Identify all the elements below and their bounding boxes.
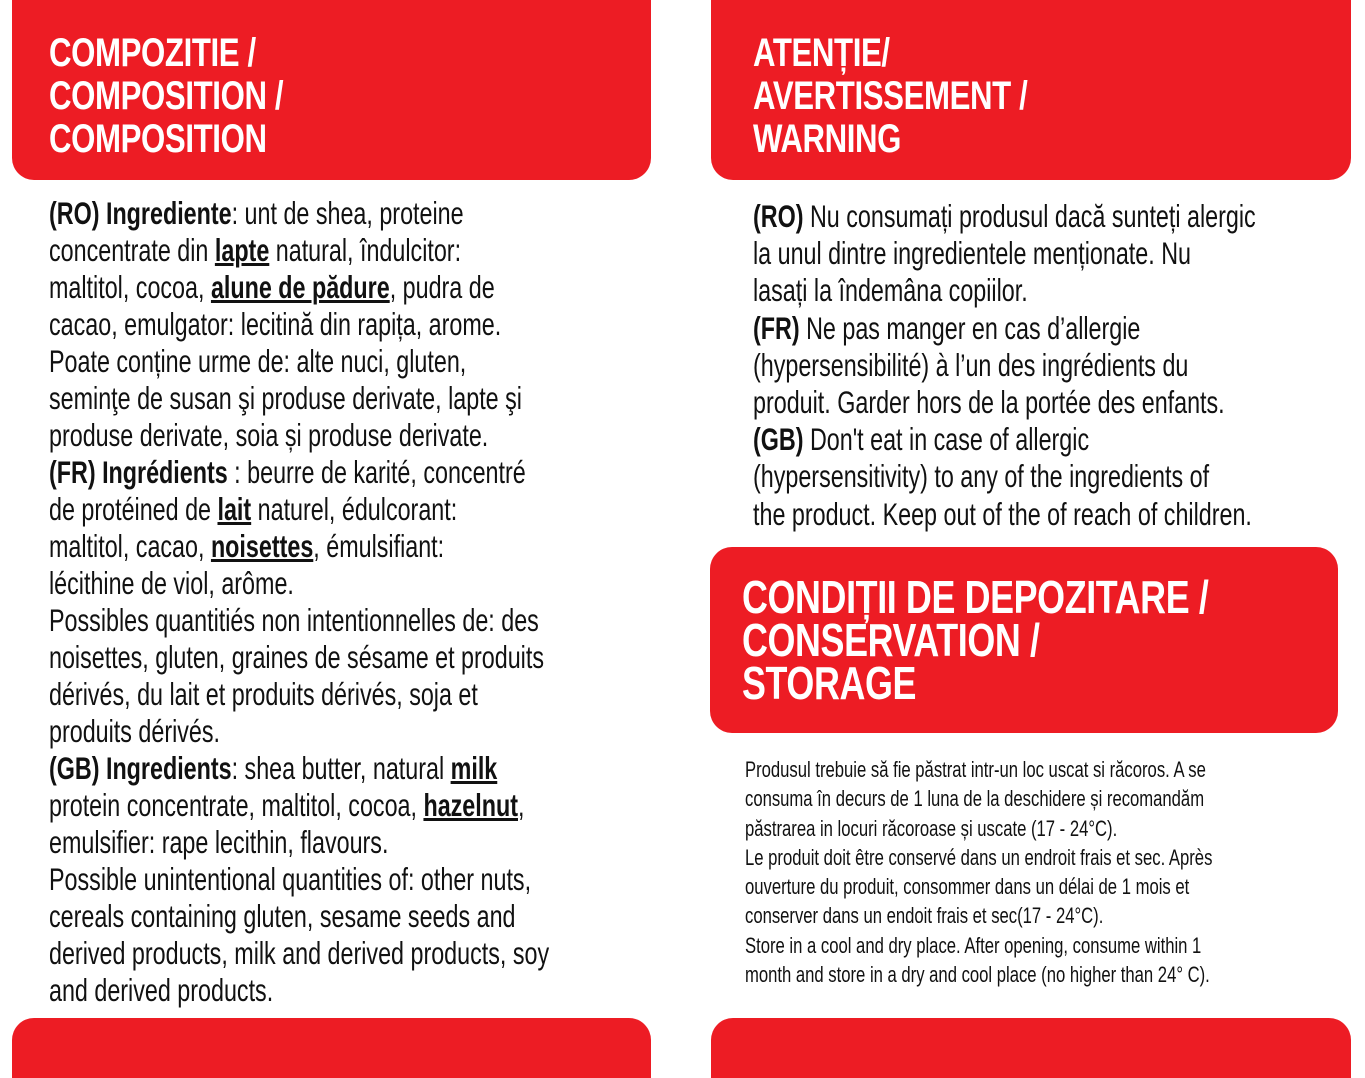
text-segment: (hypersensitivity) to any of the ingredients of [753,458,1210,495]
warning-title-line: ATENȚIE/ [753,31,890,75]
allergen-hazelnut-ro: alune de pădure [210,269,390,305]
lang-label-fr: (FR) Ingrédients [49,454,228,490]
text-segment: the product. Keep out of the of reach of children. [753,495,1252,532]
text-segment: and derived products. [49,972,274,1008]
allergen-milk-gb: milk [450,750,498,786]
warning-gb [753,421,1256,533]
storage-title-line: CONSERVATION / [742,614,1040,666]
storage-title-line: CONDIȚII DE DEPOZITARE / [742,571,1209,623]
composition-title-line: COMPOSITION [49,117,267,161]
text-segment: naturel, édulcorant: [251,491,458,527]
text-segment: Possibles quantitiés non intentionnelles de: des [49,602,539,638]
text-segment: emulsifier: rape lecithin, flavours. [49,824,389,860]
lang-label-fr: (FR) [753,309,800,346]
text-segment: maltitol, cocoa, [49,269,211,305]
storage-line: Produsul trebuie să fie păstrat intr-un loc uscat si răcoros. A se [745,757,1206,782]
text-segment: Ne pas manger en cas d’allergie [799,309,1141,346]
allergen-hazelnut-gb: hazelnut [423,787,518,823]
text-segment: (hypersensibilité) à l’un des ingrédients du [753,346,1189,383]
text-segment: cereals containing gluten, sesame seeds and [49,898,516,934]
composition-title [49,32,283,161]
text-segment: natural, îndulcitor: [269,232,462,268]
storage-line: Store in a cool and dry place. After opening, consume within 1 [745,932,1202,958]
ingredients-gb [49,750,549,1009]
text-segment: lasați la îndemâna copiilor. [753,272,1028,309]
text-segment: : beurre de karité, concentré [227,454,526,490]
text-segment: lécithine de viol, arôme. [49,565,294,601]
text-segment: : unt de shea, proteine [231,195,464,231]
storage-title [742,571,1209,709]
warning-title-line: WARNING [753,117,902,161]
text-segment: concentrate din [49,232,215,268]
storage-header [710,547,1338,733]
text-segment: Don't eat in case of allergic [803,421,1090,458]
ingredients-ro [49,195,549,454]
text-segment: produse derivate, soia și produse derivate. [49,417,489,453]
text-segment: produits dérivés. [49,713,221,749]
text-segment: dérivés, du lait et produits dérivés, soja et [49,676,478,712]
warning-fr [753,310,1256,422]
text-segment: , pudra de [389,269,495,305]
warning-title-line: AVERTISSEMENT / [753,74,1028,118]
storage-line: month and store in a dry and cool place (no higher than 24° C). [745,962,1210,988]
warning-title [753,32,1027,161]
text-segment: , [517,787,525,823]
text-segment: produit. Garder hors de la portée des enfants. [753,384,1225,421]
storage-title-line: STORAGE [742,657,917,709]
storage-line: consuma în decurs de 1 luna de la deschidere și recomandăm [745,786,1205,812]
text-segment: noisettes, gluten, graines de sésame et produits [49,639,544,675]
storage-text [745,755,1212,989]
text-segment: cacao, emulgator: lecitină din rapița, arome. [49,306,502,342]
composition-header [12,0,651,180]
storage-line: păstrarea in locuri răcoroase și uscate (17 - 24°C). [745,815,1118,841]
composition-title-line: COMPOZITIE / [49,31,256,75]
ingredients-fr [49,454,549,750]
text-segment: la unul dintre ingredientele menționate. Nu [753,235,1191,272]
text-segment: Nu consumați produsul dacă sunteți alergic [803,198,1256,234]
text-segment: Possible unintentional quantities of: other nuts, [49,861,532,897]
storage-line: ouverture du produit, consommer dans un délai de 1 mois et [745,874,1190,900]
lang-label-ro: (RO) Ingrediente [49,195,232,231]
composition-title-line: COMPOSITION / [49,74,284,118]
storage-line: conserver dans un endoit frais et sec(17 - 24°C). [745,903,1104,929]
text-segment: , émulsifiant: [313,528,445,564]
warning-header [711,0,1351,180]
text-segment: derived products, milk and derived products, soy [49,935,550,971]
allergen-hazelnut-fr: noisettes [210,528,314,564]
lang-label-gb: (GB) [753,421,804,458]
allergen-milk-ro: lapte [214,232,270,268]
allergen-milk-fr: lait [217,491,252,527]
text-segment: maltitol, cacao, [49,528,211,564]
composition-text [49,195,549,1009]
text-segment: protein concentrate, maltitol, cocoa, [49,787,424,823]
text-segment: seminţe de susan şi produse derivate, lapte şi [49,380,522,416]
lang-label-gb: (GB) Ingredients [49,750,232,786]
lang-label-ro: (RO) [753,198,804,234]
storage-line: Le produit doit être conservé dans un endroit frais et sec. Après [745,844,1213,870]
warning-ro [753,198,1256,310]
next-section-header-right [711,1018,1351,1078]
text-segment: : shea butter, natural [231,750,451,786]
warning-text [753,198,1256,533]
text-segment: de protéined de [49,491,218,527]
text-segment: Poate conține urme de: alte nuci, gluten, [49,343,467,379]
next-section-header-left [12,1018,651,1078]
